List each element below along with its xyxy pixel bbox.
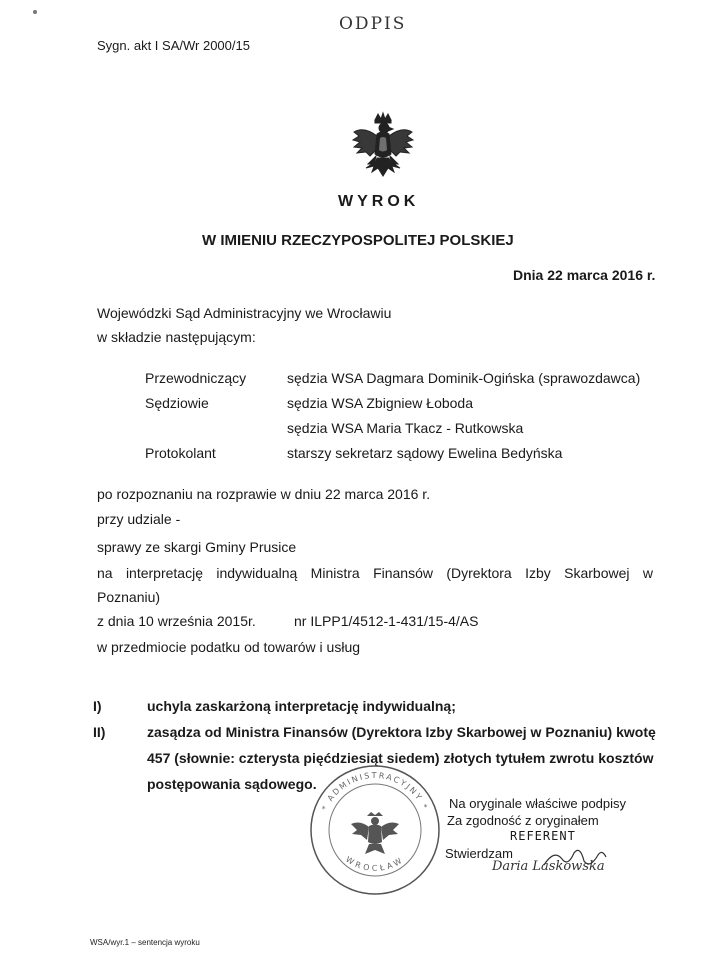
svg-text:WROCŁAW: WROCŁAW	[344, 854, 406, 873]
verdict-text: postępowania sądowego.	[147, 776, 317, 792]
document-title: WYROK	[338, 193, 420, 210]
interpretation-line: na interpretację indywidualną Ministra Finansów (Dyrektora Izby Skarbowej w	[97, 565, 653, 581]
interpretation-line-cont: Poznaniu)	[97, 589, 161, 605]
composition-person: sędzia WSA Zbigniew Łoboda	[287, 395, 473, 411]
decision-number: nr ILPP1/4512-1-431/15-4/AS	[294, 613, 479, 629]
judgment-date: Dnia 22 marca 2016 r.	[513, 267, 656, 283]
polish-eagle-icon	[350, 110, 416, 182]
subject-line: w przedmiocie podatku od towarów i usług	[97, 639, 361, 655]
verdict-text: uchyla zaskarżoną interpretację indywidualną;	[147, 698, 456, 714]
verdict-text: zasądza od Ministra Finansów (Dyrektora Izby Skarbowej w Poznaniu) kwotę	[147, 724, 656, 740]
document-subtitle: W IMIENIU RZECZYPOSPOLITEJ POLSKIEJ	[202, 232, 514, 249]
composition-person: sędzia WSA Maria Tkacz - Rutkowska	[287, 420, 524, 436]
handwritten-signature	[540, 845, 610, 871]
verdict-number: II)	[93, 724, 106, 740]
referent-stamp: REFERENT	[510, 829, 576, 843]
composition-role: Sędziowie	[145, 395, 209, 411]
hearing-line: po rozpoznaniu na rozprawie w dniu 22 marca 2016 r.	[97, 486, 431, 502]
composition-person: starszy sekretarz sądowy Ewelina Bedyńska	[287, 445, 563, 461]
court-seal-icon	[305, 760, 445, 900]
certification-line: Stwierdzam	[445, 846, 513, 861]
verdict-number: I)	[93, 698, 102, 714]
svg-text:* ADMINISTRACYJNY *: * ADMINISTRACYJNY *	[320, 770, 430, 812]
court-composition-label: w składzie następującym:	[97, 329, 256, 345]
composition-role: Protokolant	[145, 445, 216, 461]
participation-line: przy udziale -	[97, 511, 181, 527]
scan-speck	[33, 10, 37, 14]
odpis-stamp: ODPIS	[339, 14, 407, 34]
complaint-line: sprawy ze skargi Gminy Prusice	[97, 539, 297, 555]
certification-line: Na oryginale właściwe podpisy	[449, 796, 627, 811]
court-name: Wojewódzki Sąd Administracyjny we Wrocławiu	[97, 305, 392, 321]
certifier-name: Daria Laskowska	[492, 859, 605, 874]
case-signature: Sygn. akt I SA/Wr 2000/15	[97, 38, 250, 53]
composition-person: sędzia WSA Dagmara Dominik-Ogińska (sprawozdawca)	[287, 370, 641, 386]
certification-line: Za zgodność z oryginałem	[447, 813, 599, 828]
verdict-text: 457 (słownie: czterysta pięćdziesiąt siedem) złotych tytułem zwrotu kosztów	[147, 750, 654, 766]
composition-role: Przewodniczący	[145, 370, 247, 386]
footer-form-code: WSA/wyr.1 – sentencja wyroku	[90, 938, 200, 947]
decision-date: z dnia 10 września 2015r.	[97, 613, 256, 629]
